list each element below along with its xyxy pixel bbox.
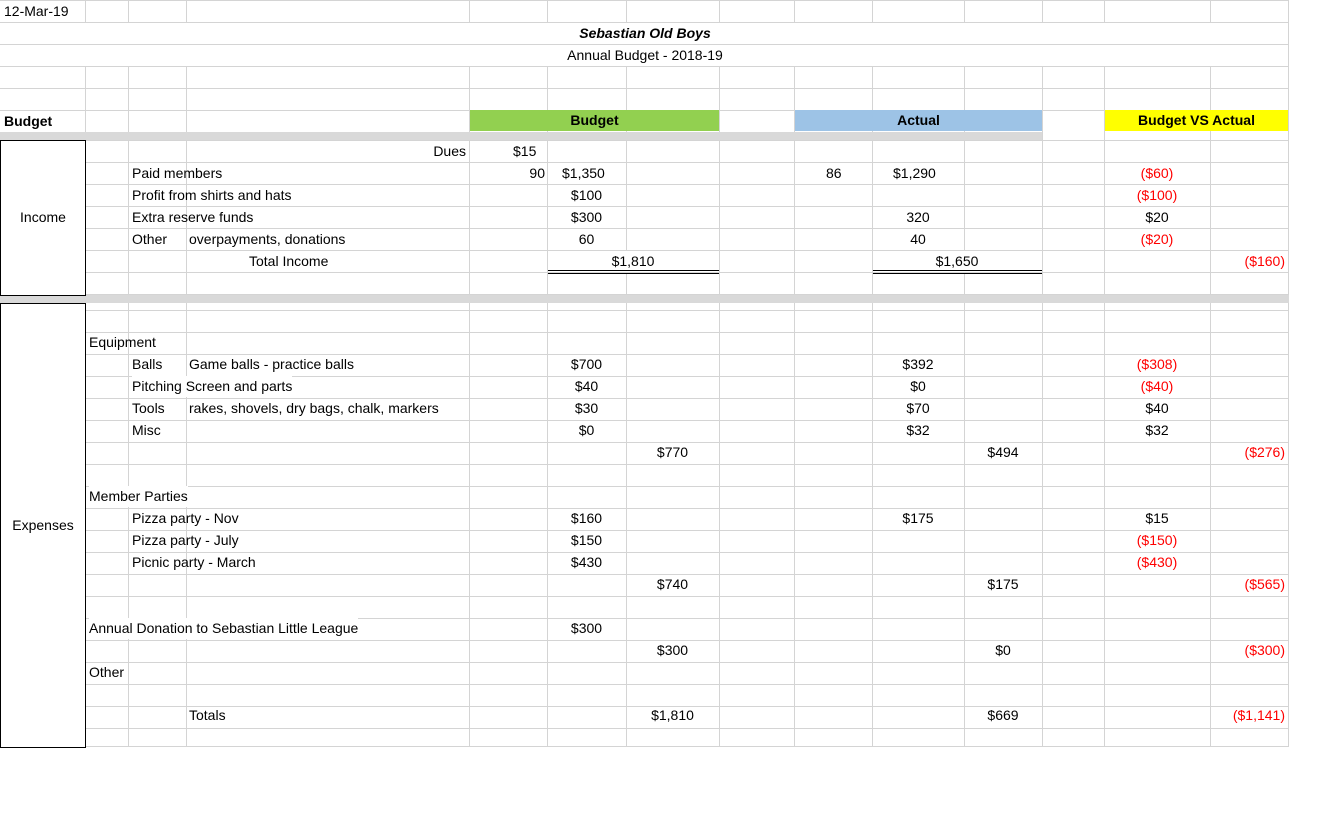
dues-amount[interactable]: $15 [513,143,537,159]
date-cell[interactable]: 12-Mar-19 [4,1,84,22]
paid-members-budget[interactable]: $1,350 [562,165,605,181]
expenses-label: Expenses [12,517,74,533]
shirts-hats-variance[interactable]: ($100) [1136,187,1178,203]
gridline [128,0,129,22]
paid-members-label[interactable]: Paid members [132,165,223,181]
gridline [0,464,1289,465]
gridline [1288,0,1289,747]
gridline [0,728,1289,729]
reserve-funds-budget[interactable]: $300 [570,209,603,225]
picnic-variance[interactable]: ($430) [1136,554,1178,570]
pitching-screen-label[interactable]: Pitching Screen and parts [132,376,292,397]
balls-variance[interactable]: ($308) [1136,356,1178,372]
pizza-nov-label[interactable]: Pizza party - Nov [132,510,239,526]
misc-variance[interactable]: $32 [1145,422,1169,438]
gridline [547,0,548,22]
balls-actual[interactable]: $392 [902,356,934,372]
balls-detail[interactable]: Game balls - practice balls [189,356,354,372]
gridline [0,596,1289,597]
tools-label[interactable]: Tools [132,400,165,416]
shirts-hats-budget[interactable]: $100 [570,187,603,203]
totals-budget[interactable]: $1,810 [651,707,694,723]
gridline [0,332,1289,333]
gridline [85,0,86,22]
paid-members-budget-count[interactable]: 90 [529,165,545,181]
paid-members-actual[interactable]: $1,290 [893,165,936,181]
other-income-label[interactable]: Other [132,231,168,247]
gridline [794,0,795,22]
balls-label[interactable]: Balls [132,356,163,372]
equipment-subtotal-budget[interactable]: $770 [656,444,689,460]
paid-members-variance[interactable]: ($60) [1140,165,1174,181]
totals-variance[interactable]: ($1,141) [1232,707,1285,723]
gridline [0,88,1289,89]
other-income-detail[interactable]: overpayments, donations [189,231,346,247]
gridline [1210,0,1211,22]
variance-column-header[interactable]: Budget VS Actual [1105,110,1288,131]
tools-budget[interactable]: $30 [574,400,599,416]
picnic-label[interactable]: Picnic party - March [132,554,256,570]
pizza-july-budget[interactable]: $150 [570,532,603,548]
double-underline [873,270,1042,274]
donation-label[interactable]: Annual Donation to Sebastian Little League [89,618,358,639]
donation-subtotal-budget[interactable]: $300 [656,642,689,658]
gridline [0,662,1289,663]
tools-variance[interactable]: $40 [1145,400,1169,416]
gridline [469,0,470,22]
other-income-budget[interactable]: 60 [578,231,595,247]
gridline [794,66,795,747]
gridline [0,746,1289,747]
pitching-screen-actual[interactable]: $0 [910,378,926,394]
donation-subtotal-variance[interactable]: ($300) [1244,642,1285,658]
total-income-label[interactable]: Total Income [249,251,328,272]
gridline [0,486,1289,487]
paid-members-actual-count[interactable]: 86 [826,165,842,181]
pizza-july-variance[interactable]: ($150) [1136,532,1178,548]
donation-subtotal-actual[interactable]: $0 [995,642,1011,658]
row-label-header[interactable]: Budget [4,113,53,129]
section-separator [0,295,1289,303]
pitching-screen-budget[interactable]: $40 [574,378,599,394]
gridline [128,66,129,747]
other-expenses-label[interactable]: Other [89,664,125,680]
equipment-subtotal-actual[interactable]: $494 [987,444,1019,460]
totals-actual[interactable]: $669 [987,707,1019,723]
dues-label[interactable]: Dues [433,143,466,159]
income-label: Income [20,209,66,225]
pizza-nov-budget[interactable]: $160 [570,510,603,526]
gridline [1042,66,1043,747]
budget-column-header[interactable]: Budget [470,110,719,131]
reserve-funds-label[interactable]: Extra reserve funds [132,209,254,225]
tools-detail[interactable]: rakes, shovels, dry bags, chalk, markers [189,400,439,416]
misc-actual[interactable]: $32 [906,422,930,438]
gridline [0,684,1289,685]
gridline [626,0,627,22]
picnic-budget[interactable]: $430 [570,554,603,570]
gridline [719,0,720,22]
member-parties-label[interactable]: Member Parties [89,486,188,507]
parties-subtotal-budget[interactable]: $740 [656,576,689,592]
misc-budget[interactable]: $0 [578,422,595,438]
total-income-variance[interactable]: ($160) [1244,253,1285,269]
pitching-screen-variance[interactable]: ($40) [1140,378,1174,394]
gridline [0,420,1289,421]
shirts-hats-label[interactable]: Profit from shirts and hats [132,187,292,203]
section-separator [0,132,1042,140]
tools-actual[interactable]: $70 [906,400,930,416]
gridline [872,0,873,22]
misc-label[interactable]: Misc [132,422,161,438]
actual-column-header[interactable]: Actual [795,110,1042,131]
gridline [0,140,1289,141]
balls-budget[interactable]: $700 [570,356,603,372]
gridline [0,0,1289,1]
gridline [0,310,1289,311]
gridline [0,66,1289,67]
pizza-july-label[interactable]: Pizza party - July [132,532,239,548]
equipment-subtotal-variance[interactable]: ($276) [1244,444,1285,460]
total-income-budget[interactable]: $1,810 [548,251,718,272]
pizza-nov-variance[interactable]: $15 [1145,510,1169,526]
parties-subtotal-variance[interactable]: ($565) [1244,576,1285,592]
pizza-nov-actual[interactable]: $175 [902,510,934,526]
reserve-funds-variance[interactable]: $20 [1145,209,1169,225]
totals-label[interactable]: Totals [189,707,226,723]
gridline [1042,0,1043,22]
parties-subtotal-actual[interactable]: $175 [987,576,1019,592]
gridline [964,0,965,22]
gridline [1104,0,1105,22]
gridline [719,66,720,747]
total-income-actual[interactable]: $1,650 [873,251,1041,272]
other-income-variance[interactable]: ($20) [1140,231,1174,247]
gridline [186,0,187,22]
sheet-title[interactable]: Sebastian Old Boys [470,23,820,44]
donation-budget[interactable]: $300 [570,620,603,636]
equipment-label[interactable]: Equipment [89,334,156,350]
reserve-funds-actual[interactable]: 320 [906,209,930,225]
other-income-actual[interactable]: 40 [910,231,926,247]
sheet-subtitle[interactable]: Annual Budget - 2018-19 [470,45,820,66]
double-underline [548,270,719,274]
